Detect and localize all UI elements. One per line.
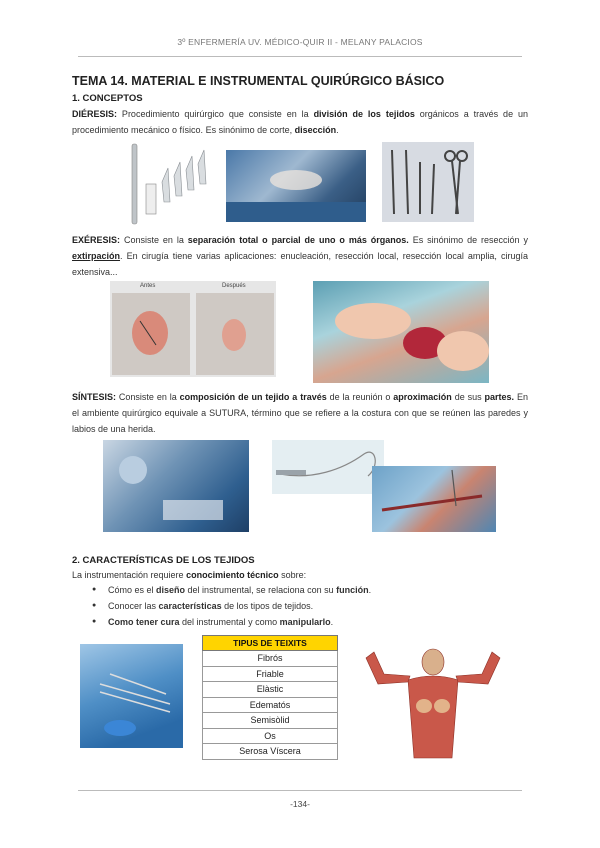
list-item: ● Cómo es el diseño del instrumental, se relaciona con su función. xyxy=(92,582,371,598)
page-number: -134- xyxy=(290,799,310,809)
requirements-list xyxy=(92,582,371,630)
table-row: Edematós xyxy=(203,697,338,713)
section-heading-tejidos: 2. CARACTERÍSTICAS DE LOS TEJIDOS xyxy=(72,555,255,566)
tissue-types-table xyxy=(202,635,338,760)
footer-divider xyxy=(78,790,522,791)
term-exeresis: EXÉRESIS: xyxy=(72,235,121,245)
suture-needle-image xyxy=(272,440,384,494)
paragraph-sintesis: SÍNTESIS: Consiste en la composición de un tejido a través de la reunión o aproximación de sus partes. En el ambiente quirúrgico equivale a SUTURA, término que se refiere a la costura con que se reúnen las paredes y labios de una herida. xyxy=(72,392,528,434)
header-divider xyxy=(78,56,522,57)
section-heading-conceptos: 1. CONCEPTOS xyxy=(72,93,143,104)
surgical-team-photo xyxy=(103,440,249,532)
list-item: ● Como tener cura del instrumental y como manipularlo. xyxy=(92,614,371,630)
table-row: Serosa Víscera xyxy=(203,744,338,760)
table-row: Semisòlid xyxy=(203,713,338,729)
surgical-instruments-image xyxy=(382,142,474,222)
surgery-photo-1 xyxy=(226,150,366,222)
list-item: ● Conocer las características de los tipos de tejidos. xyxy=(92,598,371,614)
suturing-photo xyxy=(372,466,496,532)
table-row: Friable xyxy=(203,666,338,682)
term-sintesis: SÍNTESIS: xyxy=(72,392,117,402)
table-row: Elàstic xyxy=(203,682,338,698)
intro-paragraph: La instrumentación requiere conocimiento técnico sobre: xyxy=(72,570,307,580)
paragraph-dieresis: DIÉRESIS: Procedimiento quirúrgico que consiste en la división de los tejidos orgánicos a través de un procedimiento mecánico o físico. Es sinónimo de corte, disección. xyxy=(72,109,528,135)
muscle-anatomy-figure xyxy=(348,640,518,760)
page-header: 3º ENFERMERÍA UV. MÉDICO-QUIR II - MELANY PALACIOS xyxy=(177,37,423,47)
before-label: Antes xyxy=(140,283,156,289)
page-title: TEMA 14. MATERIAL E INSTRUMENTAL QUIRÚRGICO BÁSICO xyxy=(72,74,445,88)
instrument-tray-photo xyxy=(80,644,183,748)
exeresis-surgery-photo xyxy=(313,281,489,383)
term-dieresis: DIÉRESIS: xyxy=(72,109,118,119)
table-row: Fibrós xyxy=(203,651,338,667)
after-label: Después xyxy=(222,283,246,289)
before-after-anatomy-image xyxy=(110,281,276,377)
table-header: TIPUS DE TEIXITS xyxy=(203,636,338,651)
table-row: Os xyxy=(203,728,338,744)
paragraph-exeresis: EXÉRESIS: Consiste en la separación total o parcial de uno o más órganos. Es sinónimo de resección y extirpación. En cirugía tiene varias aplicaciones: enucleación, resección local, resección local amplia, cirugía extensiva... xyxy=(72,235,528,277)
scalpel-blades-image xyxy=(126,142,210,228)
